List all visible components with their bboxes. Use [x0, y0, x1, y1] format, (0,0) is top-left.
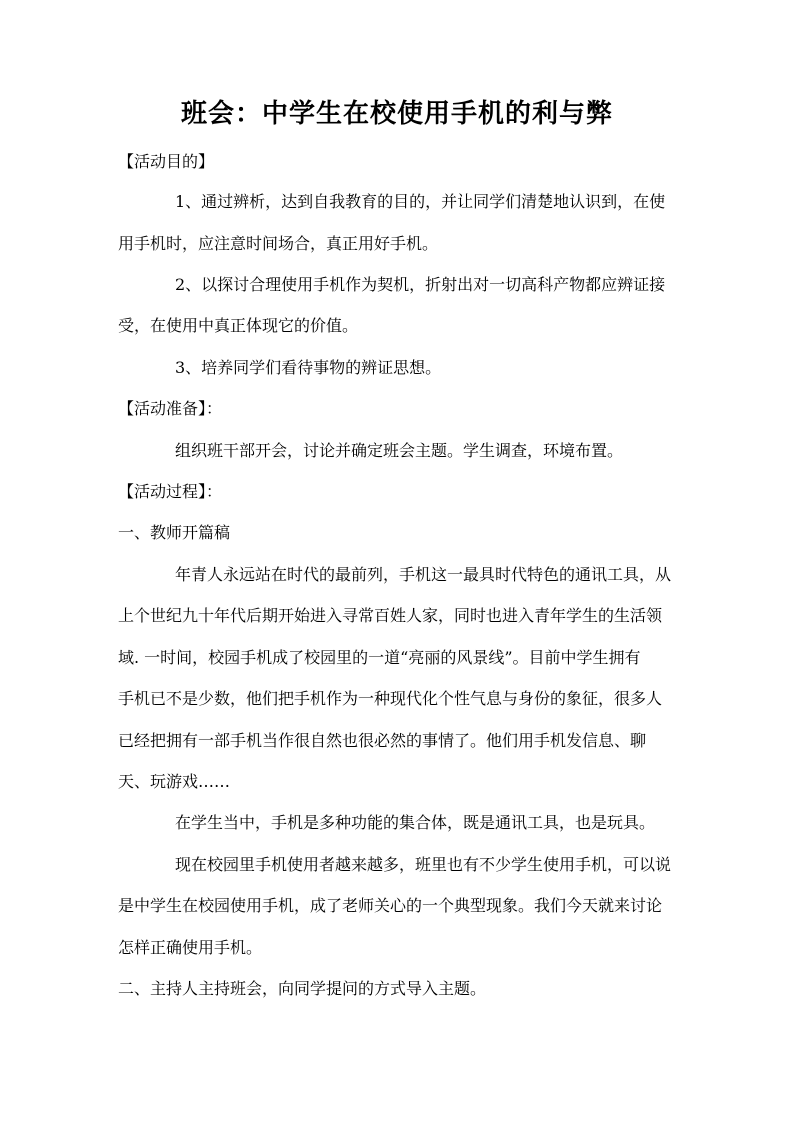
- paragraph-1-line-6: 天、玩游戏……: [118, 772, 231, 791]
- paragraph-2: 在学生当中，手机是多种功能的集合体，既是通讯工具，也是玩具。: [175, 813, 656, 832]
- section-1-heading: 一、教师开篇稿: [118, 523, 231, 542]
- purpose-item-1-line-1: 1、通过辨析，达到自我教育的目的，并让同学们清楚地认识到，在使: [175, 192, 666, 211]
- heading-activity-process: 【活动过程】：: [118, 482, 223, 501]
- preparation-text: 组织班干部开会，讨论并确定班会主题。学生调查，环境布置。: [175, 441, 624, 460]
- purpose-item-3: 3、培养同学们看待事物的辨证思想。: [175, 358, 442, 377]
- paragraph-1-line-4: 手机已不是少数，他们把手机作为一种现代化个性气息与身份的象征，很多人: [118, 689, 663, 708]
- section-2-heading: 二、主持人主持班会，向同学提问的方式导入主题。: [118, 979, 487, 998]
- purpose-item-2-line-1: 2、以探讨合理使用手机作为契机，折射出对一切高科产物都应辨证接: [175, 275, 666, 294]
- paragraph-1-line-1: 年青人永远站在时代的最前列，手机这一最具时代特色的通讯工具，从: [175, 565, 672, 584]
- purpose-item-2-line-2: 受，在使用中真正体现它的价值。: [118, 316, 359, 335]
- paragraph-1-line-5: 已经把拥有一部手机当作很自然也很必然的事情了。他们用手机发信息、聊: [118, 731, 647, 750]
- heading-activity-preparation: 【活动准备】：: [118, 399, 223, 418]
- purpose-item-1-line-2: 用手机时，应注意时间场合，真正用好手机。: [118, 234, 439, 253]
- document-title: 班会：中学生在校使用手机的利与弊: [180, 99, 613, 129]
- paragraph-3-line-3: 怎样正确使用手机。: [118, 938, 263, 957]
- paragraph-3-line-1: 现在校园里手机使用者越来越多，班里也有不少学生使用手机，可以说: [175, 855, 672, 874]
- paragraph-3-line-2: 是中学生在校园使用手机，成了老师关心的一个典型现象。我们今天就来讨论: [118, 896, 663, 915]
- paragraph-1-line-3: 域. 一时间，校园手机成了校园里的一道“亮丽的风景线”。目前中学生拥有: [118, 648, 641, 667]
- paragraph-1-line-2: 上个世纪九十年代后期开始进入寻常百姓人家，同时也进入青年学生的生活领: [118, 606, 663, 625]
- heading-activity-purpose: 【活动目的】: [118, 152, 215, 171]
